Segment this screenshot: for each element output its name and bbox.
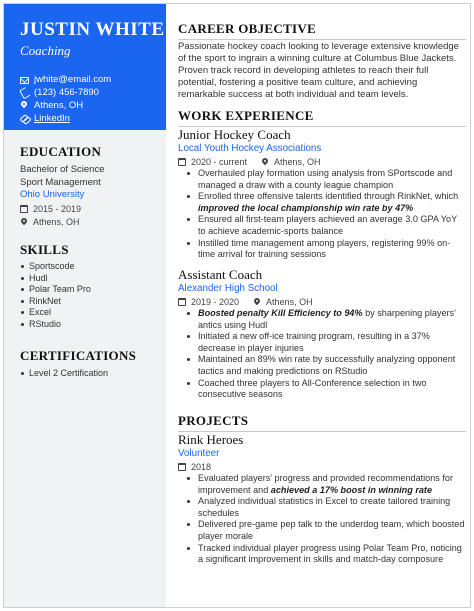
skill-item: RStudio xyxy=(20,319,160,331)
project-meta: 2018 xyxy=(178,461,211,473)
experience-heading: WORK EXPERIENCE xyxy=(178,108,314,123)
skill-item: Polar Team Pro xyxy=(20,284,160,296)
education-school: Ohio University xyxy=(20,189,85,200)
header-banner xyxy=(4,4,166,130)
skill-item: Sportscode xyxy=(20,261,160,273)
skills-section xyxy=(20,242,160,330)
link-icon xyxy=(20,114,29,123)
certification-item: Level 2 Certification xyxy=(20,368,160,380)
bullet-item: Overhauled play formation using analysis from SPortscode and managed a draw with a county league champion xyxy=(178,168,466,191)
bullet-item: Maintained an 89% win rate by successfully analyzing opponent tactics and making predictions on RStudio xyxy=(178,354,466,377)
skill-item: RinkNet xyxy=(20,296,160,308)
job-organization: Local Youth Hockey Associations xyxy=(178,143,322,154)
education-section xyxy=(20,144,160,228)
bullet-item: Tracked individual player progress using Polar Team Pro, noticing a significant improvement in skills and match-day composure xyxy=(178,543,466,566)
education-degree: Bachelor of Science Sport Management xyxy=(20,164,105,188)
location-pin-icon xyxy=(261,158,269,166)
bullet-item: Instilled time management among players, registering 99% on-time arrival for training sessions xyxy=(178,238,466,261)
candidate-name: JUSTIN WHITE xyxy=(20,19,165,40)
contact-email[interactable]: jwhite@email.com xyxy=(20,73,166,86)
skills-list xyxy=(20,261,160,330)
job-title: Assistant Coach xyxy=(178,267,263,282)
bullet-item: Coached three players to All-Conference selection in two consecutive seasons xyxy=(178,378,466,401)
job-bullets xyxy=(178,168,466,261)
bullet-item: Initiated a new off-ice training program, resulting in a 37% decrease in player injuries xyxy=(178,331,466,354)
project-organization: Volunteer xyxy=(178,448,220,459)
bullet-item: Enrolled three offensive talents identified through RinkNet, which improved the local championship win rate by 47% xyxy=(178,191,466,214)
contact-location: Athens, OH xyxy=(20,99,166,112)
contact-phone[interactable]: (123) 456-7890 xyxy=(20,86,166,99)
divider xyxy=(178,39,466,40)
contact-linkedin[interactable] xyxy=(20,112,166,125)
education-heading: EDUCATION xyxy=(20,144,102,159)
job-meta: 2020 - current Athens, OH xyxy=(178,156,321,168)
education-dates: 2015 - 2019 xyxy=(20,203,160,215)
objective-heading: CAREER OBJECTIVE xyxy=(178,21,317,36)
skills-heading: SKILLS xyxy=(20,242,69,257)
bullet-item: Delivered pre-game pep talk to the underdog team, which boosted player morale xyxy=(178,519,466,542)
calendar-icon xyxy=(178,298,186,306)
sidebar xyxy=(4,4,166,607)
projects-heading: PROJECTS xyxy=(178,413,249,428)
bullet-item: Analyzed individual statistics in Excel to create tailored training schedules xyxy=(178,496,466,519)
job-meta: 2019 - 2020 Athens, OH xyxy=(178,296,313,308)
certifications-section xyxy=(20,348,160,380)
resume-page xyxy=(3,3,471,608)
candidate-role: Coaching xyxy=(20,43,71,58)
phone-icon xyxy=(20,88,29,97)
calendar-icon xyxy=(178,463,186,471)
certifications-list xyxy=(20,368,160,380)
bullet-item: Evaluated players' progress and provided recommendations for improvement and achieved a 17% boost in winning rate xyxy=(178,473,466,496)
objective-text: Passionate hockey coach looking to leverage extensive knowledge of the sport to ingrain a winning culture at Columbus Blue Jackets. Proven track record in developing athletes to reach their full potential, fostering a positive team culture, and achieving remarkable success at both individual and team levels. xyxy=(178,41,459,100)
certifications-heading: CERTIFICATIONS xyxy=(20,348,137,363)
job-bullets xyxy=(178,308,466,401)
skill-item: Excel xyxy=(20,307,160,319)
bullet-item: Ensured all first-team players achieved an average 3.0 GPA YoY to achieve academic-sports balance xyxy=(178,214,466,237)
skill-item: Hudl xyxy=(20,273,160,285)
calendar-icon xyxy=(178,158,186,166)
location-pin-icon xyxy=(253,298,261,306)
contact-list xyxy=(20,73,166,125)
location-pin-icon xyxy=(20,101,29,110)
calendar-icon xyxy=(20,205,28,213)
email-icon xyxy=(20,77,29,84)
project-title: Rink Heroes xyxy=(178,432,244,447)
linkedin-link[interactable]: LinkedIn xyxy=(34,113,70,124)
location-pin-icon xyxy=(20,218,28,226)
bullet-item: Boosted penalty Kill Efficiency to 94% by sharpening players' antics using Hudl xyxy=(178,308,466,331)
job-organization: Alexander High School xyxy=(178,283,278,294)
education-location: Athens, OH xyxy=(20,216,160,228)
project-bullets xyxy=(178,473,466,566)
job-title: Junior Hockey Coach xyxy=(178,127,291,142)
